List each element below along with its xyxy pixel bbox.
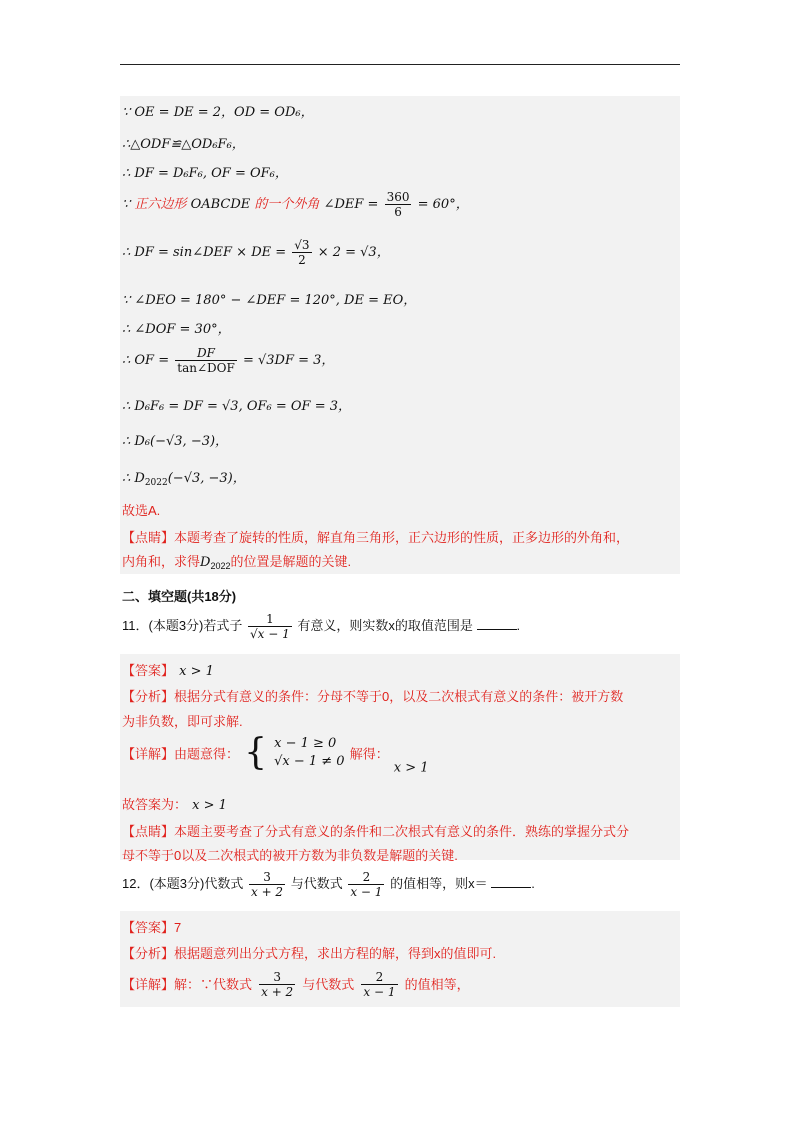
question-12 <box>122 870 535 899</box>
sin-result: × 2 = √3， <box>317 245 390 260</box>
solution-line-4 <box>122 190 469 219</box>
numerator: 3 <box>259 970 295 985</box>
answer-blank[interactable] <box>491 877 531 888</box>
sin-expression: ∴ DF = sin∠DEF × DE = <box>122 245 287 260</box>
d2022-coords: (−√3, −3)， <box>167 471 246 486</box>
solution-line-1: ∵ OE = DE = 2，OD = OD₆， <box>122 105 314 120</box>
d-label: ∴ D <box>122 471 145 486</box>
solution-line-2: ∴△ODF≌△OD₆F₆， <box>122 137 245 152</box>
question-prefix: 11．(本题3分)若式子 <box>122 617 243 633</box>
because-symbol: ∵ <box>122 197 131 212</box>
numerator: 1 <box>248 612 292 627</box>
denominator: x + 2 <box>261 985 294 999</box>
numerator: 360 <box>386 190 410 204</box>
question-end: . <box>531 875 535 891</box>
fraction-2-x1 <box>348 870 384 899</box>
solution-line-10: ∴ D₆(−√3, −3)， <box>122 434 229 449</box>
denominator: x + 2 <box>250 885 284 899</box>
denominator: √x − 1 <box>250 627 290 641</box>
question-11 <box>122 612 520 641</box>
question-prefix: 12．(本题3分)代数式 <box>122 875 244 891</box>
solution-line-6: ∵ ∠DEO = 180° − ∠DEF = 120°, DE = EO， <box>122 293 417 308</box>
question-mid: 与代数式 <box>290 875 343 891</box>
solution-line-11 <box>122 467 246 488</box>
numerator: DF <box>175 346 237 361</box>
answer-blank[interactable] <box>477 619 517 630</box>
fraction-sqrt3-2 <box>292 238 311 267</box>
answer-value: x > 1 <box>179 664 214 679</box>
solution-line-7: ∴ ∠DOF = 30°， <box>122 322 231 337</box>
comment-11-line-2: 母不等于0以及二次根式的被开方数为非负数是解题的关键. <box>122 848 458 863</box>
solve-result: x > 1 <box>393 760 429 776</box>
answer-label: 【答案】 <box>122 663 175 678</box>
hexagon-name: OABCDE <box>190 197 251 212</box>
brace-symbol: { <box>244 732 268 773</box>
fraction-df-tan <box>175 346 237 375</box>
hexagon-label: 正六边形 <box>134 196 187 211</box>
numerator: 2 <box>348 870 384 885</box>
comment-text-end: 的位置是解题的关键. <box>230 554 352 569</box>
denominator: x − 1 <box>350 885 383 899</box>
final-value: x > 1 <box>192 798 227 813</box>
denominator: x − 1 <box>363 985 396 999</box>
angle-value: = 60°， <box>417 197 469 212</box>
solution-line-3: ∴ DF = D₆F₆, OF = OF₆， <box>122 166 288 181</box>
of-result: = √3DF = 3， <box>242 353 335 368</box>
fraction-3-x2 <box>259 970 295 999</box>
header-rule <box>120 64 680 65</box>
fraction-360-6 <box>385 190 412 219</box>
numerator: 2 <box>361 970 397 985</box>
denominator: tan∠DOF <box>177 361 235 375</box>
solution-line-9: ∴ D₆F₆ = DF = √3, OF₆ = OF = 3， <box>122 399 351 414</box>
detail-11 <box>122 732 429 776</box>
fraction-1-sqrt <box>248 612 292 641</box>
solution-line-5 <box>122 238 390 267</box>
exterior-angle-label: 的一个外角 <box>254 196 320 211</box>
comment-11-line-1: 【点睛】本题主要考查了分式有意义的条件和二次根式有意义的条件．熟练的掌握分式分 <box>122 824 630 839</box>
angle-def: ∠DEF = <box>323 197 379 212</box>
inequality-system <box>274 735 344 771</box>
final-answer-11 <box>122 794 227 813</box>
comment-line-1: 【点睛】本题考查了旋转的性质，解直角三角形，正六边形的性质，正多边形的外角和， <box>122 530 630 545</box>
numerator: √3 <box>294 238 310 252</box>
choice-text: 故选A. <box>122 503 161 518</box>
denominator: 2 <box>298 253 306 267</box>
detail-text: 【详解】解：∵代数式 <box>122 977 253 992</box>
final-label: 故答案为： <box>122 797 188 812</box>
detail-end: 的值相等， <box>404 977 470 992</box>
detail-12 <box>122 970 470 999</box>
fraction-3-x2 <box>249 870 285 899</box>
numerator: 3 <box>249 870 285 885</box>
detail-mid: 与代数式 <box>302 977 355 992</box>
detail-label: 【详解】由题意得： <box>122 746 240 762</box>
condition-2: √x − 1 ≠ 0 <box>274 754 345 769</box>
answer-12: 【答案】7 <box>122 920 182 935</box>
solution-line-8 <box>122 346 334 375</box>
condition-1: x − 1 ≥ 0 <box>274 736 337 751</box>
fraction-2-x1 <box>361 970 397 999</box>
d-subscript: 2022 <box>144 478 168 488</box>
question-suffix: 有意义，则实数x的取值范围是 <box>297 617 473 633</box>
of-expression: ∴ OF = <box>122 353 170 368</box>
answer-11 <box>122 660 214 679</box>
analysis-12: 【分析】根据题意列出分式方程，求出方程的解，得到x的值即可. <box>122 946 497 961</box>
comment-text: 内角和，求得 <box>122 554 201 569</box>
question-end: . <box>516 617 521 633</box>
denominator: 6 <box>394 205 402 219</box>
analysis-11-line-1: 【分析】根据分式有意义的条件：分母不等于0，以及二次根式有意义的条件：被开方数 <box>122 689 624 704</box>
d-symbol: D <box>200 555 211 570</box>
d-subscript: 2022 <box>210 561 231 571</box>
analysis-11-line-2: 为非负数，即可求解. <box>122 714 243 729</box>
comment-line-2 <box>122 551 351 571</box>
section-title: 二、填空题(共18分) <box>122 589 237 604</box>
question-suffix: 的值相等，则x＝ <box>390 875 488 891</box>
solve-label: 解得： <box>349 746 389 762</box>
